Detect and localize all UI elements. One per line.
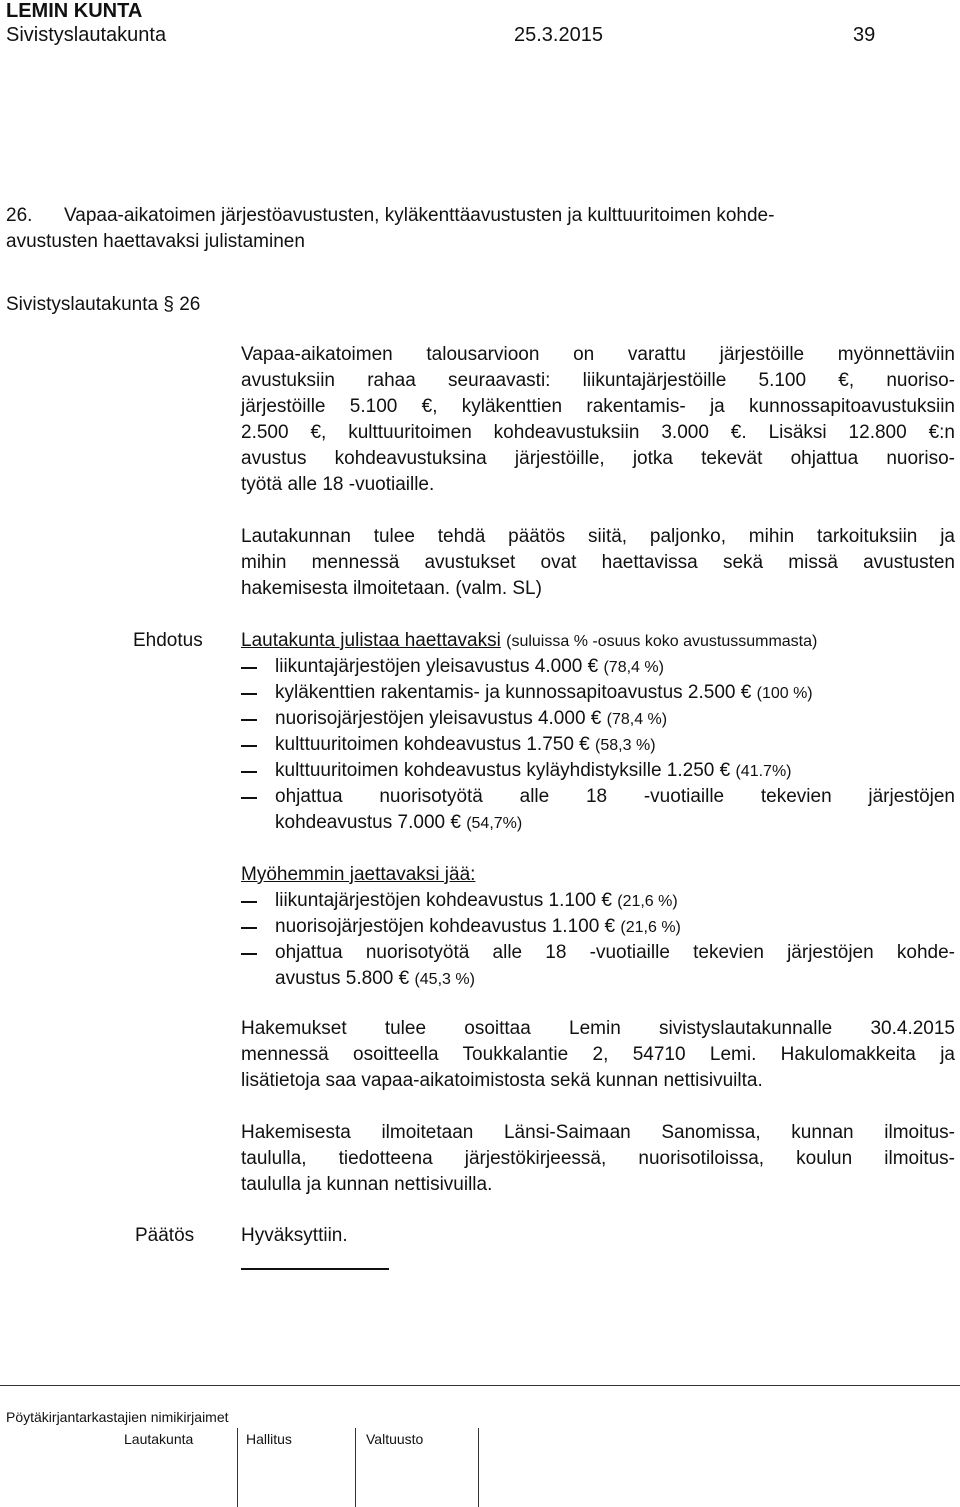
text-line: järjestöille 5.100 €, kyläkenttien rakentamis- ja kunnossapitoavustuksiin (241, 396, 955, 417)
paragraph-budget (241, 342, 955, 498)
dash-bullet (241, 927, 257, 929)
paatos-label: Päätös (135, 1225, 195, 1246)
dash-bullet (241, 745, 257, 747)
dash-bullet (241, 719, 257, 721)
text-line: 2.500 €, kulttuuritoimen kohdeavustuksiin 3.000 €. Lisäksi 12.800 €:n (241, 422, 955, 443)
organization-name: LEMIN KUNTA (6, 0, 143, 22)
later-heading: Myöhemmin jaettavaksi jää: (241, 864, 476, 885)
paragraph-decision-scope (241, 524, 955, 602)
grant-list: liikuntajärjestöjen yleisavustus 4.000 € (78,4 %) kyläkenttien rakentamis- ja kunnossapitoavustus 2.500 € (100 %) nuorisojärjestöjen yleisavustus 4.000 € (78,4 %) kulttuuritoimen kohdeavustus 1.750 € (58,3 %) kulttuuritoimen kohdeavustus kyläyhdistyksille 1.250 € (41.7%) ohjattua nuorisotyötä alle 18 -vuotiaille tekevien järjestöjen kohdeavustus 7.000 € (54,7%) (241, 654, 955, 836)
dash-bullet (241, 693, 257, 695)
text-line: mennessä osoitteella Toukkalantie 2, 54710 Lemi. Hakulomakkeita ja (241, 1044, 955, 1065)
paragraph-applications (241, 1016, 955, 1094)
section-number: 26. (6, 205, 33, 226)
footer-rule (0, 1385, 960, 1386)
footer-column-divider (237, 1428, 238, 1507)
dash-bullet (241, 667, 257, 669)
text-line: työtä alle 18 -vuotiaille. (241, 474, 435, 495)
footer-column-divider (355, 1428, 356, 1507)
ehdotus-label: Ehdotus (133, 630, 203, 651)
text-line: Hakemukset tulee osoittaa Lemin sivistyslautakunnalle 30.4.2015 (241, 1018, 955, 1039)
closing-rule (241, 1268, 389, 1270)
page-number: 39 (853, 24, 876, 46)
text-line: taululla ja kunnan nettisivuilla. (241, 1174, 493, 1195)
dash-bullet (241, 953, 257, 955)
text-line: Vapaa-aikatoimen talousarvioon on varattu järjestöille myönnettäviin (241, 344, 955, 365)
paragraph-announcement (241, 1120, 955, 1198)
text-line: hakemisesta ilmoitetaan. (valm. SL) (241, 578, 542, 599)
later-list: liikuntajärjestöjen kohdeavustus 1.100 € (21,6 %) nuorisojärjestöjen kohdeavustus 1.100 € (21,6 %) ohjattua nuorisotyötä alle 18 -vuotiaille tekevien järjestöjen kohde- avustus 5.800 € (45,3 %) (241, 888, 955, 992)
ehdotus-heading-note: (suluissa % -osuus koko avustussummasta) (506, 633, 818, 650)
ehdotus-heading-text: Lautakunta julistaa haettavaksi (241, 630, 501, 651)
text-line: taululla, tiedotteena järjestökirjeessä, nuorisotiloissa, koulun ilmoitus- (241, 1148, 955, 1169)
dash-bullet (241, 901, 257, 903)
footer-col-valtuusto: Valtuusto (366, 1431, 424, 1447)
footer-col-hallitus: Hallitus (246, 1431, 292, 1447)
dash-bullet (241, 797, 257, 799)
text-line: Hakemisesta ilmoitetaan Länsi-Saimaan Sanomissa, kunnan ilmoitus- (241, 1122, 955, 1143)
text-line: avustuksiin rahaa seuraavasti: liikuntajärjestöille 5.100 €, nuoriso- (241, 370, 955, 391)
board-name: Sivistyslautakunta (6, 24, 167, 46)
section-reference: Sivistyslautakunta § 26 (6, 294, 201, 315)
footer-col-lautakunta: Lautakunta (124, 1431, 194, 1447)
section-title-line1: Vapaa-aikatoimen järjestöavustusten, kyläkenttäavustusten ja kulttuuritoimen kohde- (64, 205, 775, 226)
meeting-date: 25.3.2015 (514, 24, 603, 46)
paatos-text: Hyväksyttiin. (241, 1225, 348, 1246)
text-line: Lautakunnan tulee tehdä päätös siitä, paljonko, mihin tarkoituksiin ja (241, 526, 955, 547)
ehdotus-heading (241, 628, 817, 655)
text-line: lisätietoja saa vapaa-aikatoimistosta sekä kunnan nettisivuilta. (241, 1070, 763, 1091)
section-title-line2: avustusten haettavaksi julistaminen (6, 231, 305, 252)
footer-title: Pöytäkirjantarkastajien nimikirjaimet (6, 1409, 229, 1425)
text-line: avustus kohdeavustuksina järjestöille, jotka tekevät ohjattua nuoriso- (241, 448, 955, 469)
dash-bullet (241, 771, 257, 773)
text-line: mihin mennessä avustukset ovat haettavissa sekä missä avustusten (241, 552, 955, 573)
footer-column-divider (478, 1428, 479, 1507)
